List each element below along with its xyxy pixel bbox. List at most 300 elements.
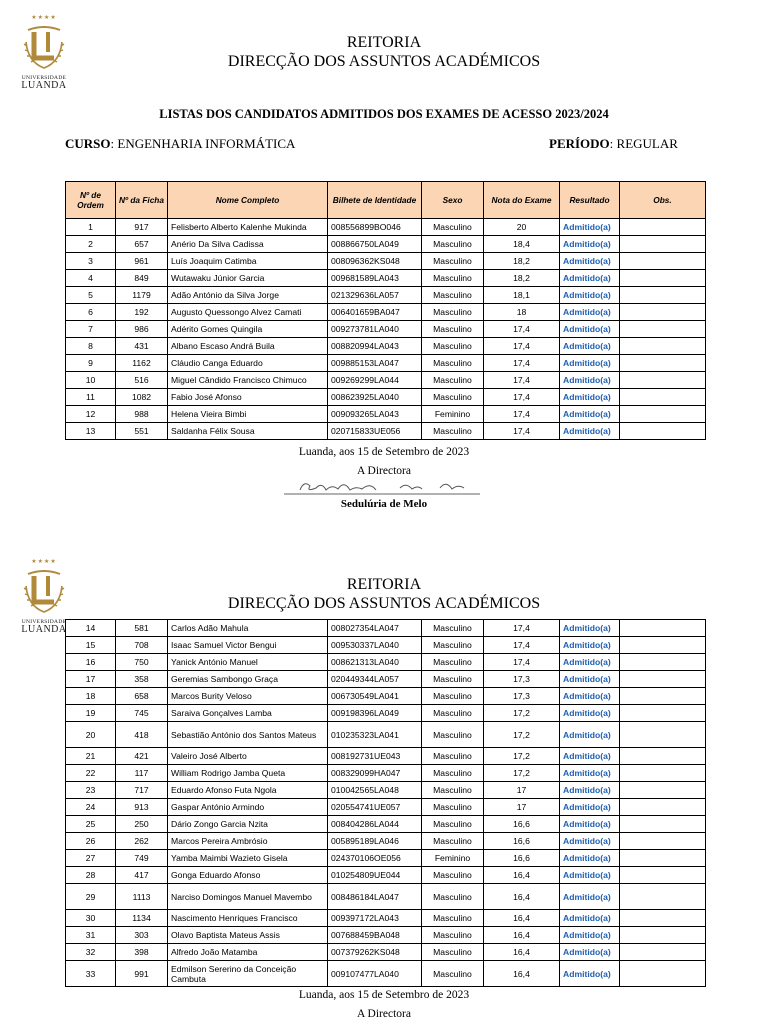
sex-cell: Masculino (422, 654, 484, 671)
exam-grade-cell: 18 (484, 304, 560, 321)
id-card-cell: 009093265LA043 (328, 406, 422, 423)
form-number-cell: 418 (116, 722, 168, 748)
header-direccao: DIRECÇÃO DOS ASSUNTOS ACADÉMICOS (227, 595, 541, 612)
exam-grade-cell: 18,2 (484, 270, 560, 287)
result-cell: Admitido(a) (560, 219, 620, 236)
exam-grade-cell: 17,2 (484, 705, 560, 722)
table-row (66, 816, 706, 833)
form-number-cell: 398 (116, 944, 168, 961)
form-number-cell: 250 (116, 816, 168, 833)
column-header: Sexo (422, 182, 484, 219)
form-number-cell: 551 (116, 423, 168, 440)
notes-cell (620, 253, 706, 270)
form-number-cell: 913 (116, 799, 168, 816)
id-card-cell: 009681589LA043 (328, 270, 422, 287)
sex-cell: Masculino (422, 389, 484, 406)
exam-grade-cell: 17,4 (484, 654, 560, 671)
result-cell: Admitido(a) (560, 782, 620, 799)
table-row (66, 304, 706, 321)
table-row (66, 372, 706, 389)
exam-grade-cell: 17,2 (484, 765, 560, 782)
notes-cell (620, 884, 706, 910)
result-cell: Admitido(a) (560, 321, 620, 338)
result-cell: Admitido(a) (560, 944, 620, 961)
order-cell: 3 (66, 253, 116, 270)
result-cell: Admitido(a) (560, 927, 620, 944)
result-cell: Admitido(a) (560, 270, 620, 287)
sex-cell: Masculino (422, 688, 484, 705)
notes-cell (620, 748, 706, 765)
order-cell: 32 (66, 944, 116, 961)
full-name-cell: Fabio José Afonso (168, 389, 328, 406)
course-line (65, 136, 295, 152)
id-card-cell: 008820994LA043 (328, 338, 422, 355)
full-name-cell: Narciso Domingos Manuel Mavembo (168, 884, 328, 910)
handwritten-signature (280, 476, 490, 498)
sex-cell: Masculino (422, 304, 484, 321)
order-cell: 26 (66, 833, 116, 850)
order-cell: 22 (66, 765, 116, 782)
table-row (66, 389, 706, 406)
candidates-table-page2 (65, 619, 706, 987)
notes-cell (620, 219, 706, 236)
form-number-cell: 745 (116, 705, 168, 722)
sex-cell: Masculino (422, 355, 484, 372)
table-row (66, 927, 706, 944)
form-number-cell: 917 (116, 219, 168, 236)
column-header: Nota do Exame (484, 182, 560, 219)
result-cell: Admitido(a) (560, 620, 620, 637)
exam-grade-cell: 17,4 (484, 637, 560, 654)
full-name-cell: Adão António da Silva Jorge (168, 287, 328, 304)
sex-cell: Masculino (422, 867, 484, 884)
result-cell: Admitido(a) (560, 423, 620, 440)
notes-cell (620, 654, 706, 671)
full-name-cell: Saraiva Gonçalves Lamba (168, 705, 328, 722)
result-cell: Admitido(a) (560, 304, 620, 321)
order-cell: 23 (66, 782, 116, 799)
sex-cell: Masculino (422, 236, 484, 253)
id-card-cell: 009269299LA044 (328, 372, 422, 389)
full-name-cell: Cláudio Canga Eduardo (168, 355, 328, 372)
notes-cell (620, 406, 706, 423)
id-card-cell: 005895189LA046 (328, 833, 422, 850)
result-cell: Admitido(a) (560, 287, 620, 304)
order-cell: 13 (66, 423, 116, 440)
exam-grade-cell: 17,4 (484, 338, 560, 355)
exam-grade-cell: 16,4 (484, 884, 560, 910)
form-number-cell: 849 (116, 270, 168, 287)
notes-cell (620, 236, 706, 253)
notes-cell (620, 355, 706, 372)
column-header: Obs. (620, 182, 706, 219)
exam-grade-cell: 17 (484, 782, 560, 799)
id-card-cell: 009107477LA040 (328, 961, 422, 987)
notes-cell (620, 671, 706, 688)
full-name-cell: Dário Zongo Garcia Nzita (168, 816, 328, 833)
sex-cell: Masculino (422, 372, 484, 389)
table-row (66, 219, 706, 236)
sex-cell: Masculino (422, 219, 484, 236)
order-cell: 19 (66, 705, 116, 722)
full-name-cell: Saldanha Félix Sousa (168, 423, 328, 440)
full-name-cell: Edmilson Sererino da Conceição Cambuta (168, 961, 328, 987)
sex-cell: Masculino (422, 637, 484, 654)
sex-cell: Feminino (422, 850, 484, 867)
result-cell: Admitido(a) (560, 253, 620, 270)
form-number-cell: 1113 (116, 884, 168, 910)
logo-line2: LUANDA (21, 80, 67, 91)
exam-grade-cell: 17,4 (484, 406, 560, 423)
full-name-cell: William Rodrigo Jamba Queta (168, 765, 328, 782)
table-row (66, 423, 706, 440)
full-name-cell: Nascimento Henriques Francisco (168, 910, 328, 927)
form-number-cell: 581 (116, 620, 168, 637)
id-card-cell: 007379262KS048 (328, 944, 422, 961)
sex-cell: Masculino (422, 671, 484, 688)
id-card-cell: 008096362KS048 (328, 253, 422, 270)
logo-stars: ★★★★ (31, 15, 57, 21)
full-name-cell: Augusto Quessongo Alvez Camati (168, 304, 328, 321)
exam-grade-cell: 16,4 (484, 867, 560, 884)
full-name-cell: Miguel Cândido Francisco Chimuco (168, 372, 328, 389)
form-number-cell: 749 (116, 850, 168, 867)
candidates-table-page1 (65, 181, 706, 440)
form-number-cell: 117 (116, 765, 168, 782)
form-number-cell: 658 (116, 688, 168, 705)
sex-cell: Masculino (422, 748, 484, 765)
form-number-cell: 192 (116, 304, 168, 321)
full-name-cell: Gonga Eduardo Afonso (168, 867, 328, 884)
id-card-cell: 006401659BA047 (328, 304, 422, 321)
result-cell: Admitido(a) (560, 833, 620, 850)
order-cell: 30 (66, 910, 116, 927)
table-row (66, 782, 706, 799)
order-cell: 10 (66, 372, 116, 389)
notes-cell (620, 765, 706, 782)
notes-cell (620, 287, 706, 304)
exam-grade-cell: 18,4 (484, 236, 560, 253)
sex-cell: Masculino (422, 423, 484, 440)
table-row (66, 355, 706, 372)
form-number-cell: 303 (116, 927, 168, 944)
result-cell: Admitido(a) (560, 637, 620, 654)
form-number-cell: 986 (116, 321, 168, 338)
notes-cell (620, 372, 706, 389)
notes-cell (620, 637, 706, 654)
full-name-cell: Valeiro José Alberto (168, 748, 328, 765)
form-number-cell: 750 (116, 654, 168, 671)
sex-cell: Masculino (422, 910, 484, 927)
order-cell: 20 (66, 722, 116, 748)
full-name-cell: Gaspar António Armindo (168, 799, 328, 816)
exam-grade-cell: 17,4 (484, 321, 560, 338)
exam-grade-cell: 17,4 (484, 620, 560, 637)
notes-cell (620, 867, 706, 884)
column-header: Resultado (560, 182, 620, 219)
full-name-cell: Marcos Burity Veloso (168, 688, 328, 705)
table-row (66, 833, 706, 850)
sex-cell: Masculino (422, 765, 484, 782)
result-cell: Admitido(a) (560, 867, 620, 884)
table-row (66, 338, 706, 355)
exam-grade-cell: 16,4 (484, 927, 560, 944)
sex-cell: Masculino (422, 253, 484, 270)
id-card-cell: 008404286LA044 (328, 816, 422, 833)
exam-grade-cell: 17,4 (484, 423, 560, 440)
exam-grade-cell: 20 (484, 219, 560, 236)
full-name-cell: Isaac Samuel Victor Bengui (168, 637, 328, 654)
order-cell: 15 (66, 637, 116, 654)
column-header: Nº da Ficha (116, 182, 168, 219)
sex-cell: Masculino (422, 927, 484, 944)
result-cell: Admitido(a) (560, 799, 620, 816)
column-header: Nome Completo (168, 182, 328, 219)
order-cell: 4 (66, 270, 116, 287)
sex-cell: Masculino (422, 884, 484, 910)
result-cell: Admitido(a) (560, 748, 620, 765)
id-card-cell: 009198396LA049 (328, 705, 422, 722)
notes-cell (620, 927, 706, 944)
order-cell: 17 (66, 671, 116, 688)
full-name-cell: Wutawaku Júnior Garcia (168, 270, 328, 287)
table-row (66, 884, 706, 910)
full-name-cell: Geremias Sambongo Graça (168, 671, 328, 688)
period-value: : REGULAR (609, 136, 678, 151)
result-cell: Admitido(a) (560, 705, 620, 722)
notes-cell (620, 833, 706, 850)
id-card-cell: 021329636LA057 (328, 287, 422, 304)
exam-grade-cell: 17,3 (484, 671, 560, 688)
full-name-cell: Yanick António Manuel (168, 654, 328, 671)
result-cell: Admitido(a) (560, 850, 620, 867)
notes-cell (620, 782, 706, 799)
table-row (66, 722, 706, 748)
logo-stars: ★★★★ (31, 559, 57, 565)
sex-cell: Masculino (422, 799, 484, 816)
order-cell: 25 (66, 816, 116, 833)
full-name-cell: Adérito Gomes Quingila (168, 321, 328, 338)
full-name-cell: Carlos Adão Mahula (168, 620, 328, 637)
result-cell: Admitido(a) (560, 671, 620, 688)
result-cell: Admitido(a) (560, 372, 620, 389)
logo-line1: UNIVERSIDADE (21, 619, 67, 625)
sex-cell: Masculino (422, 961, 484, 987)
exam-grade-cell: 17,4 (484, 355, 560, 372)
form-number-cell: 1179 (116, 287, 168, 304)
order-cell: 33 (66, 961, 116, 987)
form-number-cell: 358 (116, 671, 168, 688)
order-cell: 29 (66, 884, 116, 910)
period-line (549, 136, 678, 152)
table-row (66, 688, 706, 705)
notes-cell (620, 620, 706, 637)
order-cell: 31 (66, 927, 116, 944)
form-number-cell: 1082 (116, 389, 168, 406)
result-cell: Admitido(a) (560, 910, 620, 927)
order-cell: 28 (66, 867, 116, 884)
form-number-cell: 988 (116, 406, 168, 423)
sex-cell: Masculino (422, 338, 484, 355)
sex-cell: Masculino (422, 321, 484, 338)
order-cell: 21 (66, 748, 116, 765)
course-value: : ENGENHARIA INFORMÁTICA (110, 136, 296, 151)
result-cell: Admitido(a) (560, 654, 620, 671)
exam-grade-cell: 17,2 (484, 748, 560, 765)
exam-grade-cell: 16,4 (484, 910, 560, 927)
exam-grade-cell: 17,4 (484, 389, 560, 406)
sex-cell: Masculino (422, 620, 484, 637)
order-cell: 5 (66, 287, 116, 304)
order-cell: 7 (66, 321, 116, 338)
form-number-cell: 421 (116, 748, 168, 765)
full-name-cell: Anério Da Silva Cadissa (168, 236, 328, 253)
result-cell: Admitido(a) (560, 389, 620, 406)
result-cell: Admitido(a) (560, 722, 620, 748)
order-cell: 18 (66, 688, 116, 705)
id-card-cell: 008486184LA047 (328, 884, 422, 910)
exam-grade-cell: 17,4 (484, 372, 560, 389)
order-cell: 8 (66, 338, 116, 355)
table-body-page2 (66, 620, 706, 987)
full-name-cell: Luís Joaquim Catimba (168, 253, 328, 270)
exam-grade-cell: 16,6 (484, 816, 560, 833)
sex-cell: Feminino (422, 406, 484, 423)
signer-role: A Directora (357, 465, 411, 477)
full-name-cell: Felisberto Alberto Kalenhe Mukinda (168, 219, 328, 236)
table-row (66, 765, 706, 782)
result-cell: Admitido(a) (560, 816, 620, 833)
table-row (66, 287, 706, 304)
list-title: LISTAS DOS CANDIDATOS ADMITIDOS DOS EXAMES DE ACESSO 2023/2024 (159, 107, 609, 121)
order-cell: 6 (66, 304, 116, 321)
id-card-cell: 008027354LA047 (328, 620, 422, 637)
document-page-2 (0, 548, 768, 1024)
id-card-cell: 024370106OE056 (328, 850, 422, 867)
order-cell: 2 (66, 236, 116, 253)
table-row (66, 637, 706, 654)
table-row (66, 671, 706, 688)
header-reitoria: REITORIA (346, 34, 422, 51)
signer-name: Sedulúria de Melo (340, 498, 428, 510)
full-name-cell: Eduardo Afonso Futa Ngola (168, 782, 328, 799)
sex-cell: Masculino (422, 705, 484, 722)
id-card-cell: 009397172LA043 (328, 910, 422, 927)
result-cell: Admitido(a) (560, 236, 620, 253)
notes-cell (620, 688, 706, 705)
full-name-cell: Albano Escaso Andrá Buila (168, 338, 328, 355)
id-card-cell: 008329099HA047 (328, 765, 422, 782)
form-number-cell: 417 (116, 867, 168, 884)
header-direccao: DIRECÇÃO DOS ASSUNTOS ACADÉMICOS (227, 53, 541, 70)
id-card-cell: 010235323LA041 (328, 722, 422, 748)
logo-line2: LUANDA (21, 624, 67, 635)
full-name-cell: Yamba Maimbi Wazieto Gisela (168, 850, 328, 867)
notes-cell (620, 321, 706, 338)
notes-cell (620, 816, 706, 833)
result-cell: Admitido(a) (560, 355, 620, 372)
id-card-cell: 008621313LA040 (328, 654, 422, 671)
sex-cell: Masculino (422, 944, 484, 961)
result-cell: Admitido(a) (560, 406, 620, 423)
sex-cell: Masculino (422, 833, 484, 850)
exam-grade-cell: 16,6 (484, 833, 560, 850)
header-reitoria: REITORIA (346, 576, 422, 593)
order-cell: 9 (66, 355, 116, 372)
notes-cell (620, 722, 706, 748)
notes-cell (620, 910, 706, 927)
id-card-cell: 009273781LA040 (328, 321, 422, 338)
exam-grade-cell: 17 (484, 799, 560, 816)
order-cell: 27 (66, 850, 116, 867)
full-name-cell: Sebastião António dos Santos Mateus (168, 722, 328, 748)
table-row (66, 236, 706, 253)
notes-cell (620, 850, 706, 867)
id-card-cell: 020554741UE057 (328, 799, 422, 816)
exam-grade-cell: 17,2 (484, 722, 560, 748)
result-cell: Admitido(a) (560, 765, 620, 782)
form-number-cell: 431 (116, 338, 168, 355)
order-cell: 24 (66, 799, 116, 816)
table-row (66, 705, 706, 722)
notes-cell (620, 338, 706, 355)
exam-grade-cell: 16,4 (484, 961, 560, 987)
place-date: Luanda, aos 15 de Setembro de 2023 (298, 989, 470, 1001)
notes-cell (620, 799, 706, 816)
table-header-row (66, 182, 706, 219)
id-card-cell: 006730549LA041 (328, 688, 422, 705)
exam-grade-cell: 16,6 (484, 850, 560, 867)
id-card-cell: 008866750LA049 (328, 236, 422, 253)
table-row (66, 253, 706, 270)
place-date: Luanda, aos 15 de Setembro de 2023 (298, 446, 470, 458)
full-name-cell: Marcos Pereira Ambrósio (168, 833, 328, 850)
logo-line1: UNIVERSIDADE (21, 75, 67, 81)
exam-grade-cell: 17,3 (484, 688, 560, 705)
sex-cell: Masculino (422, 816, 484, 833)
notes-cell (620, 423, 706, 440)
sex-cell: Masculino (422, 722, 484, 748)
course-label: CURSO (65, 136, 111, 151)
id-card-cell: 009530337LA040 (328, 637, 422, 654)
result-cell: Admitido(a) (560, 338, 620, 355)
sex-cell: Masculino (422, 270, 484, 287)
form-number-cell: 708 (116, 637, 168, 654)
sex-cell: Masculino (422, 287, 484, 304)
form-number-cell: 961 (116, 253, 168, 270)
notes-cell (620, 961, 706, 987)
notes-cell (620, 304, 706, 321)
id-card-cell: 010042565LA048 (328, 782, 422, 799)
table-row (66, 321, 706, 338)
table-row (66, 961, 706, 987)
table-row (66, 944, 706, 961)
column-header: Nº de Ordem (66, 182, 116, 219)
id-card-cell: 009885153LA047 (328, 355, 422, 372)
table-row (66, 654, 706, 671)
column-header: Bilhete de Identidade (328, 182, 422, 219)
result-cell: Admitido(a) (560, 688, 620, 705)
order-cell: 12 (66, 406, 116, 423)
table-row (66, 867, 706, 884)
notes-cell (620, 389, 706, 406)
form-number-cell: 1162 (116, 355, 168, 372)
full-name-cell: Alfredo João Matamba (168, 944, 328, 961)
order-cell: 16 (66, 654, 116, 671)
form-number-cell: 516 (116, 372, 168, 389)
result-cell: Admitido(a) (560, 884, 620, 910)
table-row (66, 748, 706, 765)
